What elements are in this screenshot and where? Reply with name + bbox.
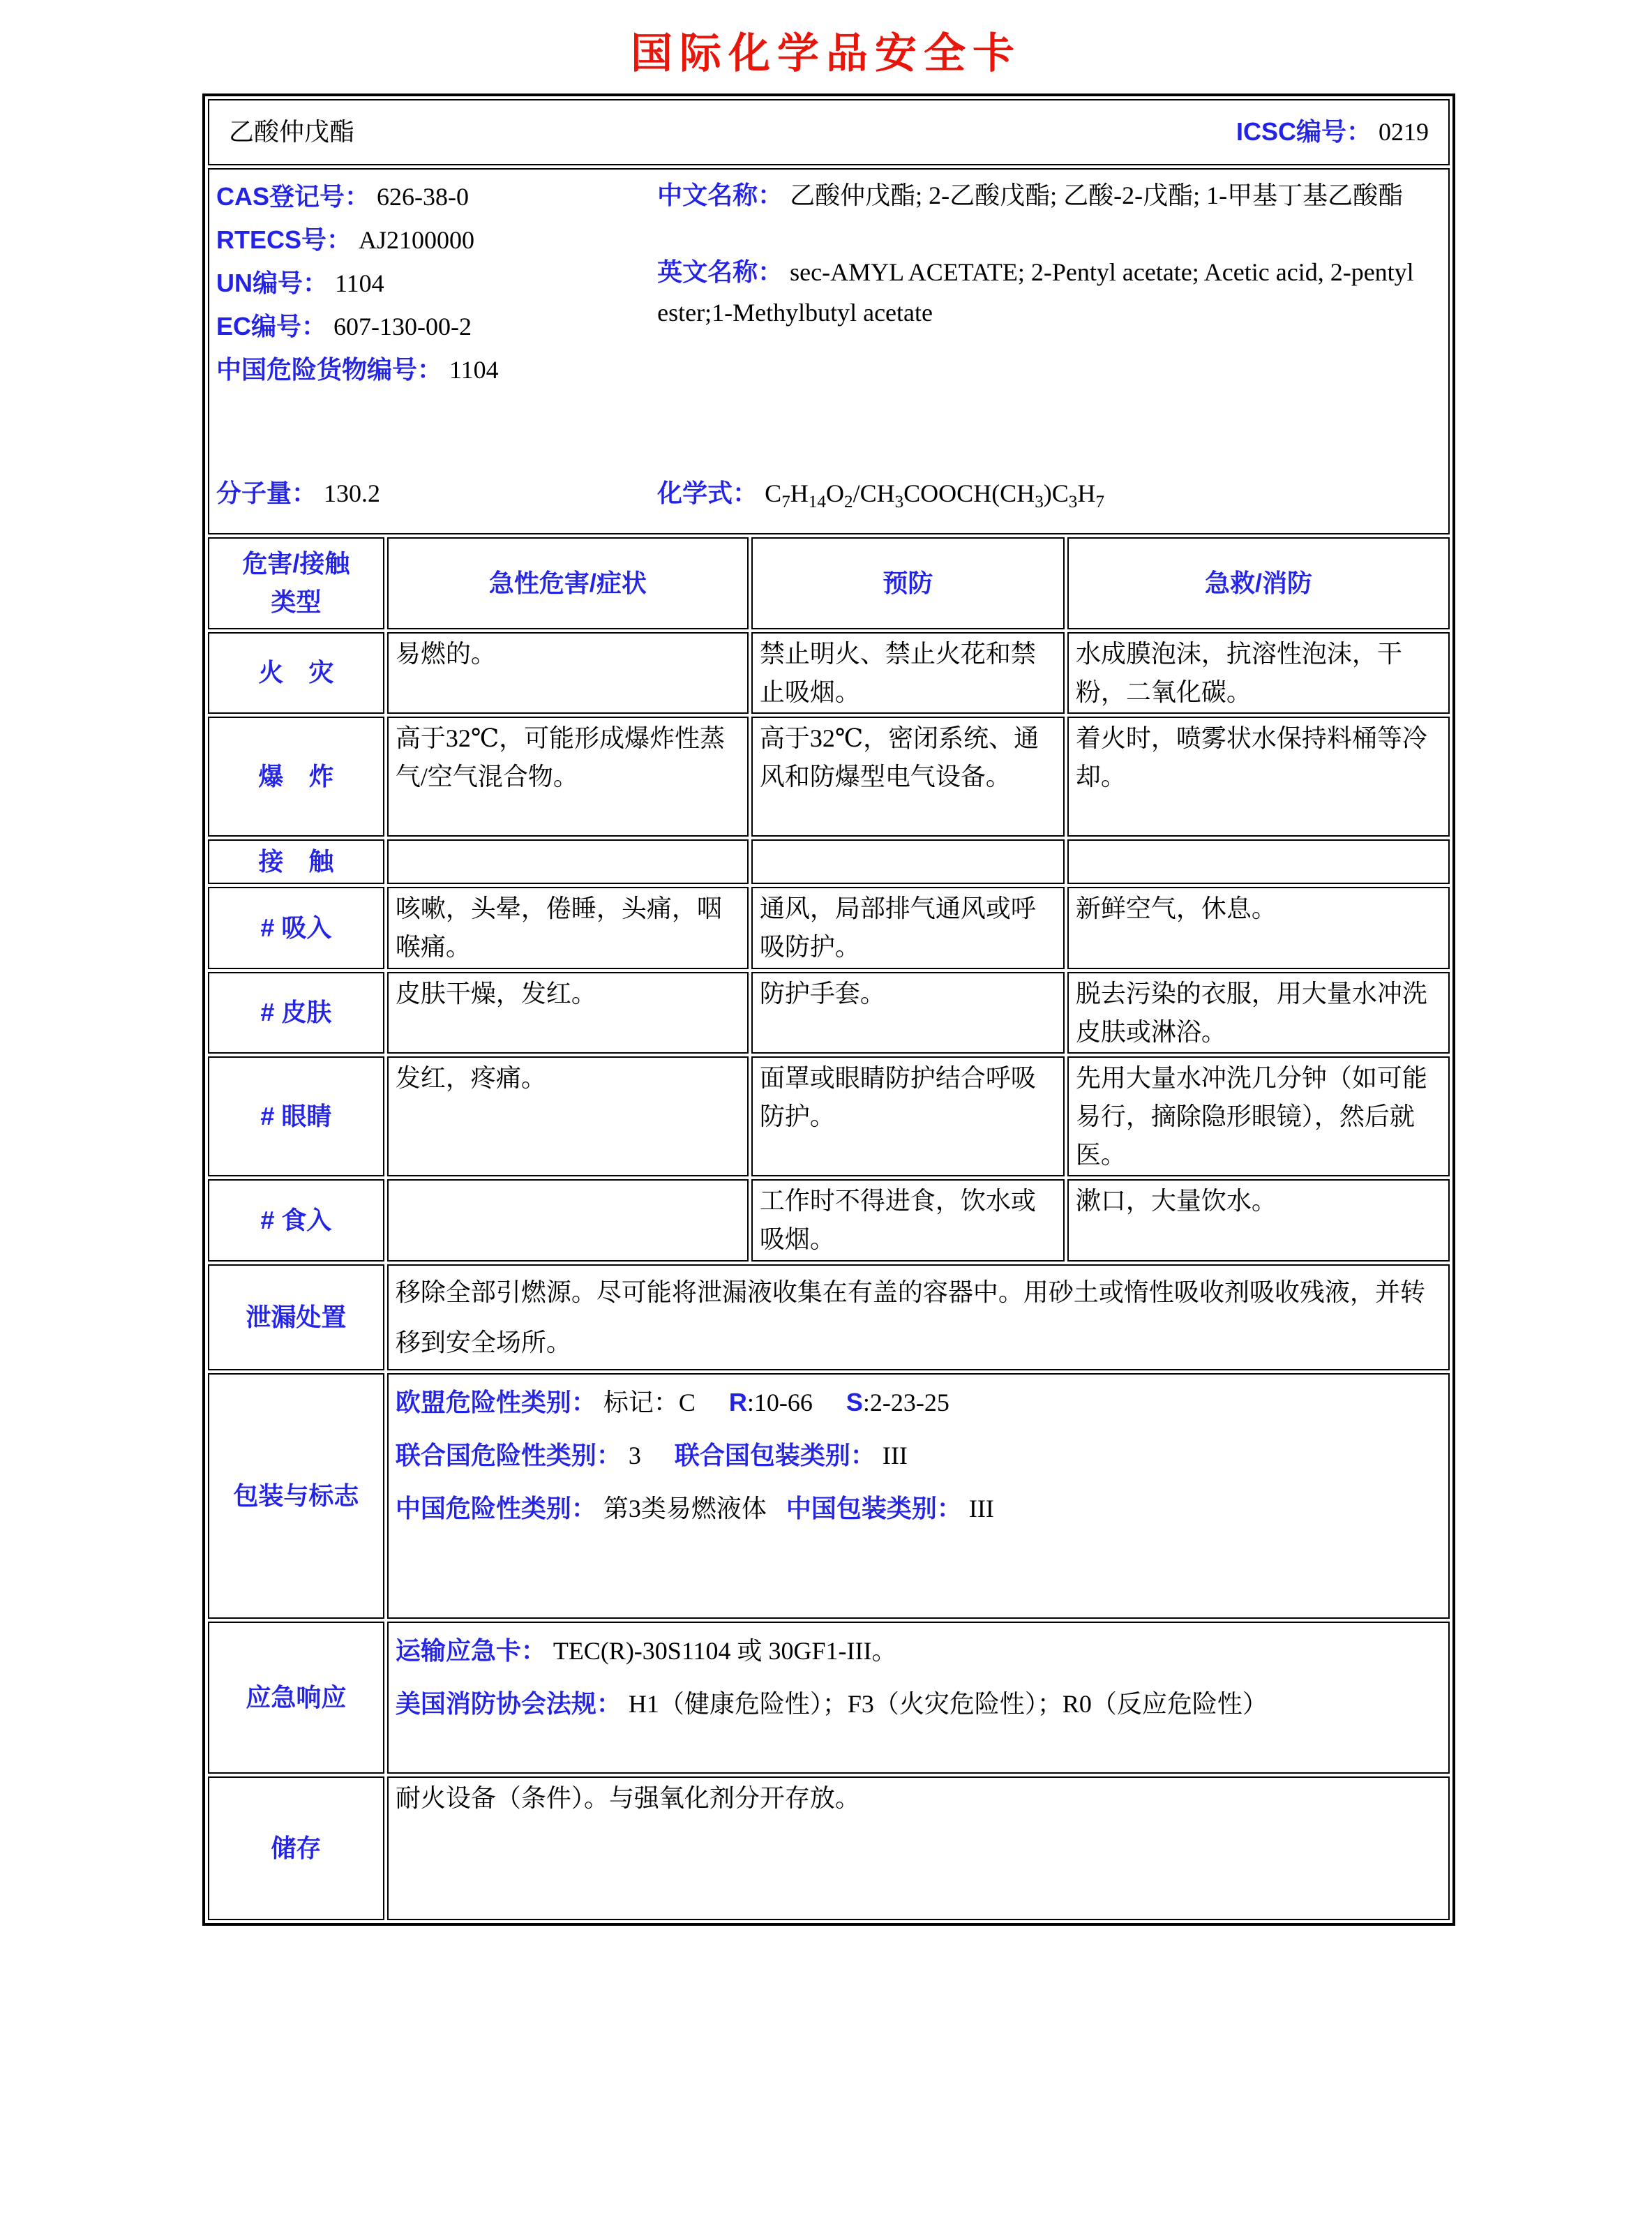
ingestion-response-cell: 漱口，大量饮水。 (1067, 1179, 1450, 1261)
card-header-row (216, 113, 1441, 151)
column-header-prevention: 预防 (751, 537, 1065, 629)
identity-right-column (657, 171, 1441, 530)
skin-symptoms-cell: 皮肤干燥，发红。 (387, 972, 749, 1054)
english-name-line (657, 252, 1441, 333)
emergency-text-cell (387, 1622, 1450, 1774)
identity-left-column (216, 171, 657, 530)
inhalation-prevention-cell: 通风，局部排气通风或呼吸防护。 (751, 887, 1065, 968)
fire-response-cell: 水成膜泡沫，抗溶性泡沫，干粉，二氧化碳。 (1067, 632, 1450, 714)
storage-text-cell: 耐火设备（条件）。与强氧化剂分开存放。 (387, 1776, 1450, 1920)
row-label-packaging: 包装与标志 (208, 1373, 384, 1619)
fire-prevention-cell: 禁止明火、禁止火花和禁止吸烟。 (751, 632, 1065, 714)
english-name-value: sec-AMYL ACETATE; 2-Pentyl acetate; Acetic acid, 2-pentyl ester;1-Methylbutyl acetate (657, 258, 1414, 327)
column-header-response: 急救/消防 (1067, 537, 1450, 629)
fire-symptoms-cell: 易燃的。 (387, 632, 749, 714)
icsc-number-value: 0219 (1379, 118, 1429, 147)
table-row-skin (208, 972, 1450, 1054)
cas-number-line (216, 175, 657, 218)
chemical-name: 乙酸仲戊酯 (229, 118, 355, 147)
cn-hazard-class-value: 第3类易燃液体 (603, 1494, 767, 1522)
un-pack-group-value: III (882, 1441, 908, 1469)
molecular-weight-value: 130.2 (324, 479, 381, 508)
chemical-formula-line (657, 474, 1441, 530)
un-hazard-class-line (396, 1429, 1441, 1482)
spill-text-cell: 移除全部引燃源。尽可能将泄漏液收集在有盖的容器中。用砂土或惰性吸收剂吸收残液，并转移到安全场所。 (387, 1264, 1450, 1370)
eu-mark-value: 标记：C (603, 1388, 696, 1416)
table-row-storage (208, 1776, 1450, 1920)
identity-grid (216, 171, 1441, 530)
china-dg-number-label: 中国危险货物编号： (216, 355, 443, 384)
spacer (216, 391, 657, 474)
explosion-symptoms-cell: 高于32℃，可能形成爆炸性蒸气/空气混合物。 (387, 717, 749, 837)
chinese-name-value: 乙酸仲戊酯; 2-乙酸戊酯; 乙酸-2-戊酯; 1-甲基丁基乙酸酯 (790, 181, 1404, 209)
table-row-emergency (208, 1622, 1450, 1774)
icsc-card-table (202, 93, 1455, 1926)
table-row-contact (208, 839, 1450, 884)
row-label-ingestion: # 食入 (208, 1179, 384, 1261)
rtecs-number-line (216, 218, 657, 262)
transport-card-value: TEC(R)-30S1104 或 30GF1-III。 (553, 1636, 897, 1665)
explosion-response-cell: 着火时，喷雾状水保持料桶等冷却。 (1067, 717, 1450, 837)
row-label-eyes: # 眼睛 (208, 1056, 384, 1176)
explosion-prevention-cell: 高于32℃，密闭系统、通风和防爆型电气设备。 (751, 717, 1065, 837)
eyes-prevention-cell: 面罩或眼睛防护结合呼吸防护。 (751, 1056, 1065, 1176)
column-header-hazard-type (208, 537, 384, 629)
identity-section-cell (208, 168, 1450, 534)
china-dg-number-value: 1104 (449, 356, 499, 384)
inhalation-response-cell: 新鲜空气，休息。 (1067, 887, 1450, 968)
s-phrase-value: :2-23-25 (862, 1388, 949, 1416)
cn-pack-group-label: 中国包装类别： (786, 1493, 962, 1522)
un-hazard-class-value: 3 (628, 1441, 641, 1469)
nfpa-label: 美国消防协会法规： (395, 1689, 622, 1718)
row-label-contact: 接 触 (208, 839, 384, 884)
un-number-line (216, 262, 657, 305)
ingestion-symptoms-cell (387, 1179, 749, 1261)
ec-number-value: 607-130-00-2 (333, 313, 472, 341)
table-row-explosion (208, 717, 1450, 837)
contact-response-cell (1067, 839, 1450, 884)
transport-card-label: 运输应急卡： (395, 1636, 546, 1665)
page-title: 国际化学品安全卡 (631, 30, 1021, 77)
table-row-eyes (208, 1056, 1450, 1176)
eu-hazard-class-line (396, 1376, 1441, 1429)
rtecs-number-label: RTECS号： (216, 225, 352, 254)
cn-hazard-class-line (396, 1482, 1441, 1535)
packaging-text-cell (387, 1373, 1450, 1619)
row-label-spill: 泄漏处置 (208, 1264, 384, 1370)
un-number-value: 1104 (335, 269, 384, 297)
cas-number-label: CAS登记号： (216, 182, 370, 211)
nfpa-line (396, 1677, 1441, 1730)
icsc-number-label: ICSC编号： (1236, 117, 1372, 147)
contact-symptoms-cell (387, 839, 749, 884)
r-phrase-value: :10-66 (746, 1388, 813, 1416)
ec-number-label: EC编号： (216, 312, 327, 341)
column-header-symptoms: 急性危害/症状 (387, 537, 749, 629)
english-name-label: 英文名称： (657, 257, 783, 286)
chinese-name-label: 中文名称： (657, 181, 783, 209)
ingestion-prevention-cell: 工作时不得进食，饮水或吸烟。 (751, 1179, 1065, 1261)
cn-pack-group-value: III (968, 1494, 994, 1522)
inhalation-symptoms-cell: 咳嗽，头晕，倦睡，头痛，咽喉痛。 (387, 887, 749, 968)
eyes-response-cell: 先用大量水冲洗几分钟（如可能易行，摘除隐形眼镜），然后就医。 (1067, 1056, 1450, 1176)
card-header-cell (208, 99, 1450, 165)
table-row-spill (208, 1264, 1450, 1370)
nfpa-value: H1（健康危险性）；F3（火灾危险性）；R0（反应危险性） (628, 1689, 1268, 1718)
table-row-fire (208, 632, 1450, 714)
cas-number-value: 626-38-0 (377, 183, 469, 211)
skin-prevention-cell: 防护手套。 (751, 972, 1065, 1054)
rtecs-number-value: AJ2100000 (359, 226, 475, 254)
column-header-hazard-type-line2: 类型 (271, 588, 322, 616)
row-label-explosion: 爆 炸 (208, 717, 384, 837)
un-hazard-class-label: 联合国危险性类别： (395, 1440, 622, 1469)
chinese-name-line (657, 175, 1441, 216)
r-phrase-label: R (728, 1387, 747, 1416)
ec-number-line (216, 305, 657, 348)
molecular-weight-line (216, 474, 657, 530)
row-label-emergency: 应急响应 (208, 1622, 384, 1774)
cn-hazard-class-label: 中国危险性类别： (395, 1493, 596, 1522)
un-pack-group-label: 联合国包装类别： (674, 1440, 876, 1469)
china-dg-number-line (216, 348, 657, 391)
chemical-formula-label: 化学式： (657, 479, 758, 508)
contact-prevention-cell (751, 839, 1065, 884)
icsc-number (1236, 113, 1429, 151)
column-header-hazard-type-line1: 危害/接触 (242, 549, 350, 578)
transport-card-line (396, 1624, 1441, 1677)
eu-hazard-class-label: 欧盟危险性类别： (395, 1387, 596, 1416)
row-label-storage: 储存 (208, 1776, 384, 1920)
un-number-label: UN编号： (216, 269, 328, 297)
s-phrase-label: S (846, 1387, 863, 1416)
spacer (657, 333, 1441, 474)
row-label-inhalation: # 吸入 (208, 887, 384, 968)
eyes-symptoms-cell: 发红，疼痛。 (387, 1056, 749, 1176)
table-row-inhalation (208, 887, 1450, 968)
row-label-skin: # 皮肤 (208, 972, 384, 1054)
row-label-fire: 火 灾 (208, 632, 384, 714)
skin-response-cell: 脱去污染的衣服，用大量水冲洗皮肤或淋浴。 (1067, 972, 1450, 1054)
table-row-packaging (208, 1373, 1450, 1619)
table-row-ingestion (208, 1179, 1450, 1261)
chemical-formula-value: $C_7H_{14}O_2/CH_3COOCH(CH_3)C_3H_7$ (765, 479, 1104, 512)
molecular-weight-label: 分子量： (216, 479, 317, 508)
